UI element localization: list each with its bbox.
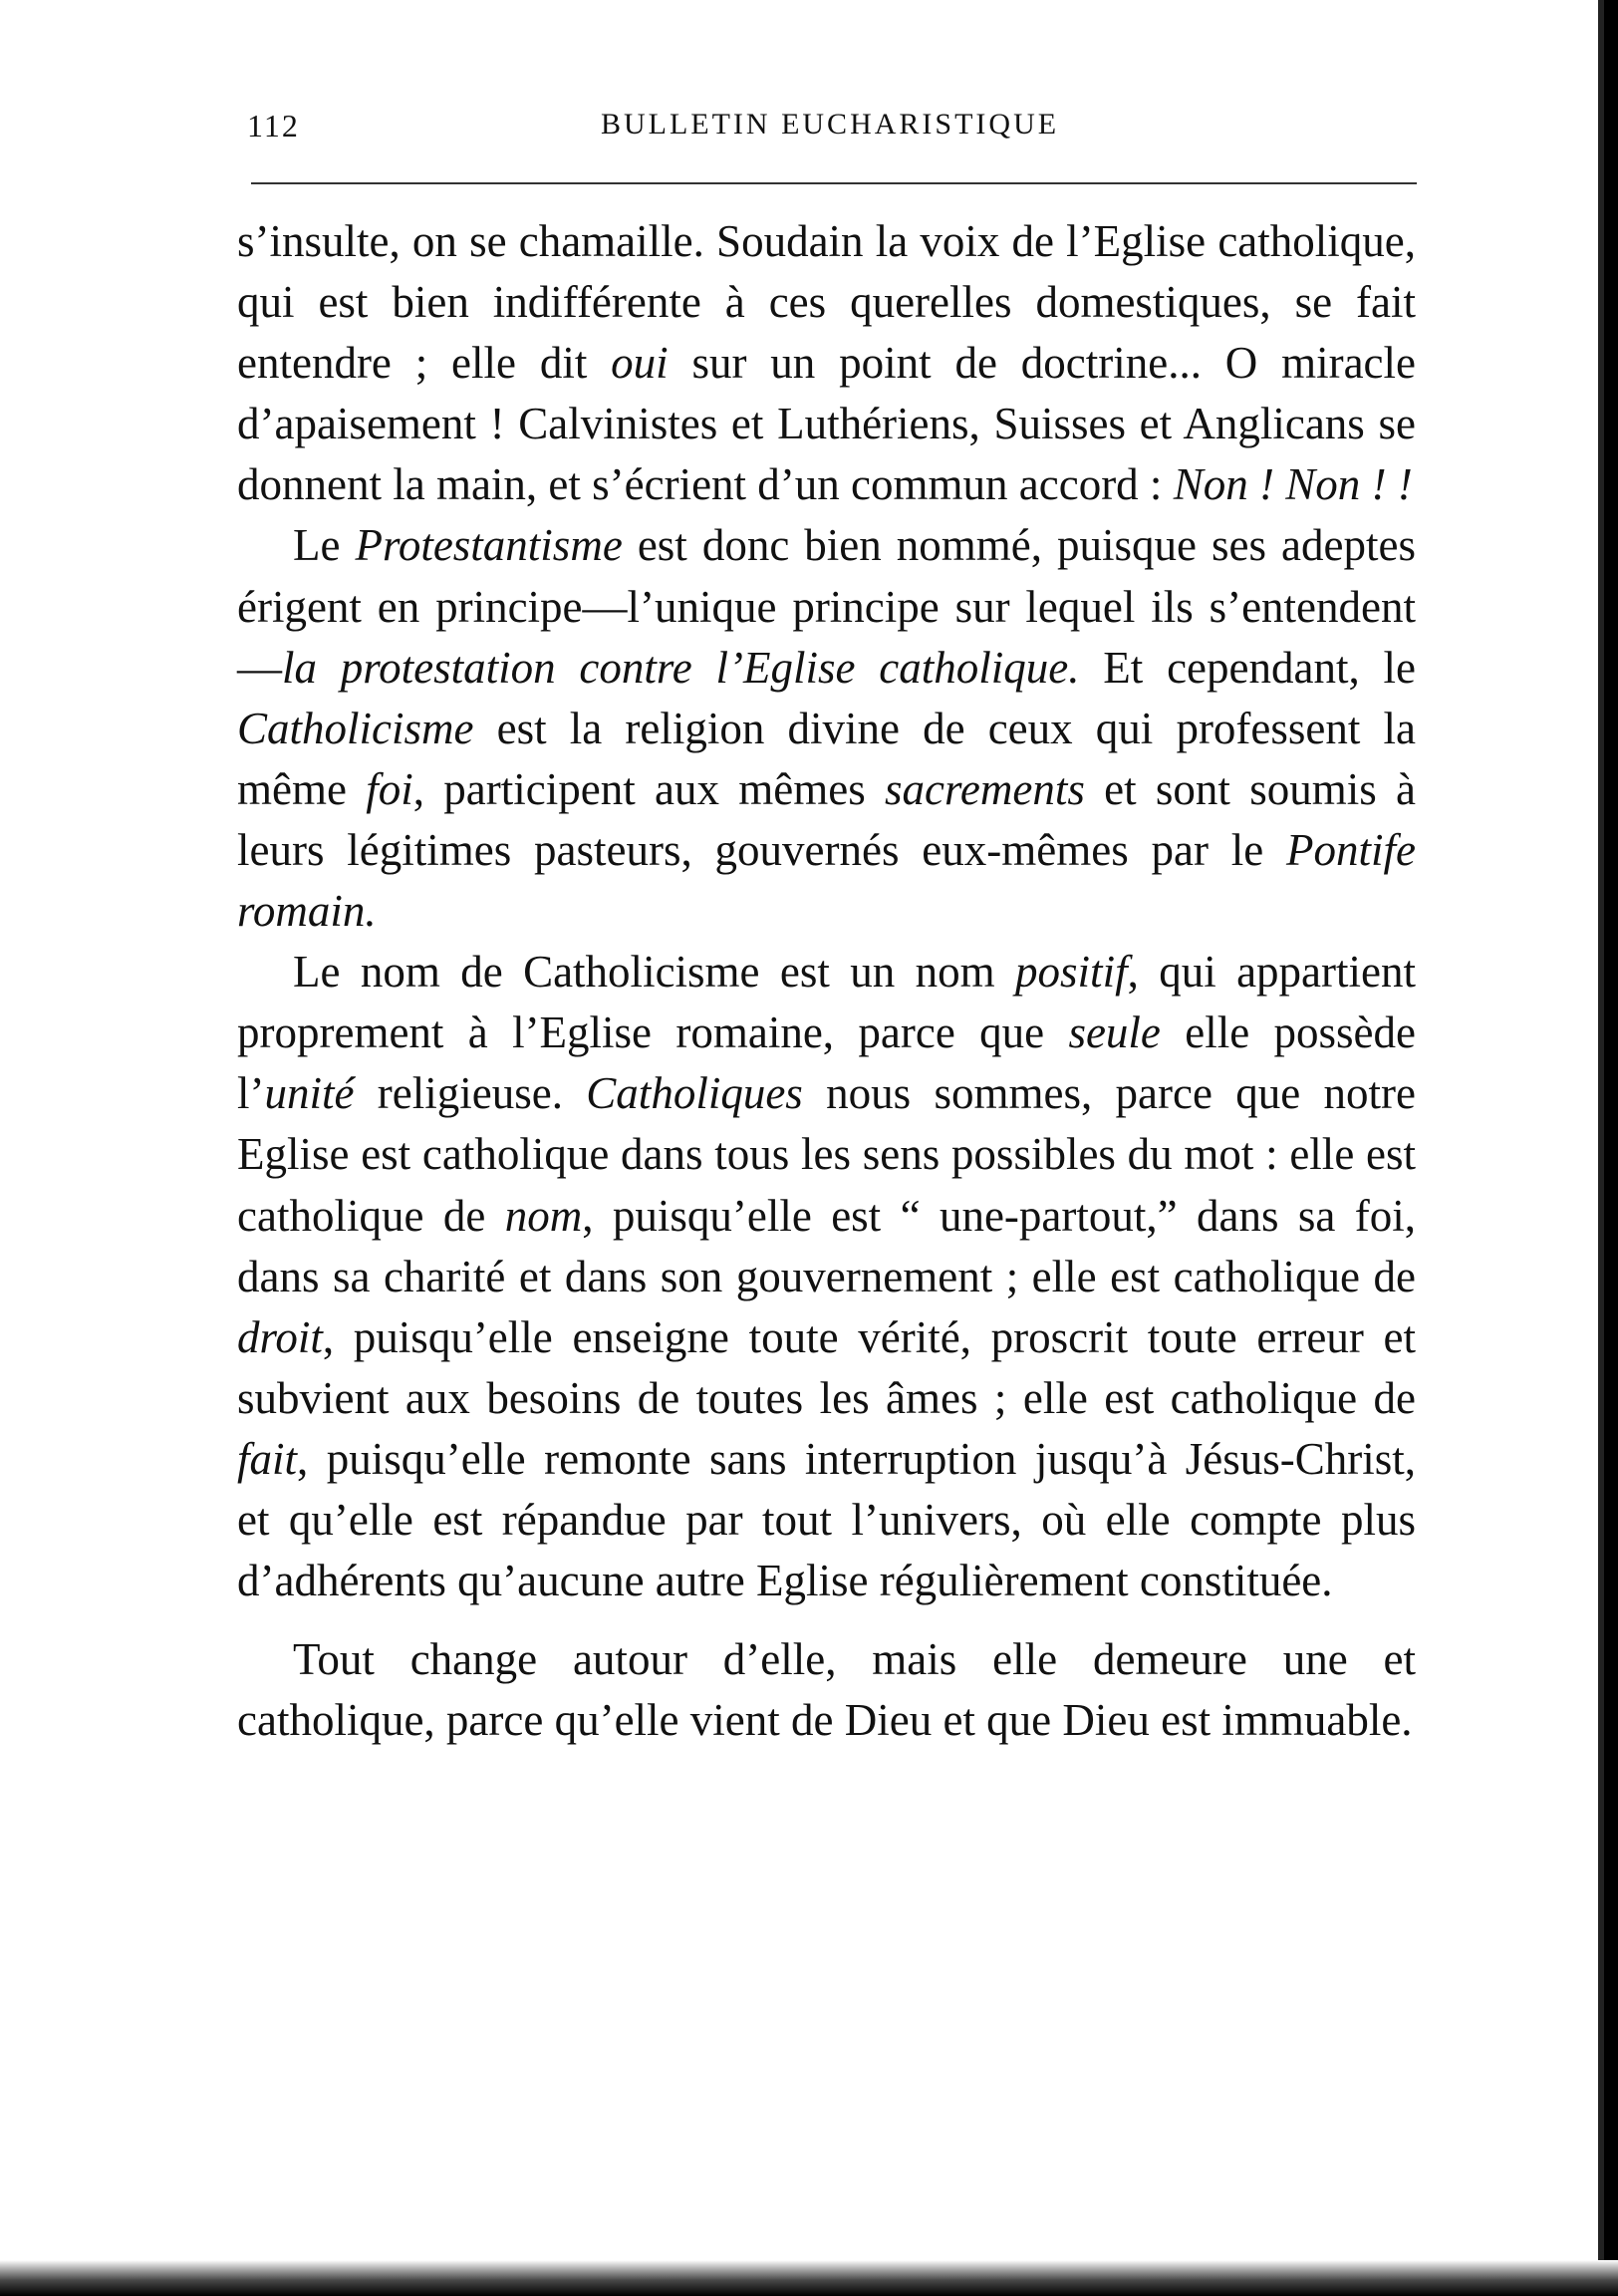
header-rule [251, 182, 1417, 184]
paragraph-2: Le Protestantisme est donc bien nommé, puisque ses adeptes érigent en principe—l’unique principe sur lequel ils s’entendent—la protestation contre l’Eglise catholique. Et cependant, le Catholicisme est la religion divine de ceux qui professent la même foi, participent aux mêmes sacrements et sont soumis à leurs légitimes pasteurs, gouvernés eux-mêmes par le Pontife romain. [237, 520, 1417, 937]
scan-right-border [1604, 0, 1618, 2296]
body-text [237, 211, 1416, 1751]
page-number: 112 [247, 108, 300, 144]
scan-bottom-border [0, 2260, 1618, 2296]
running-title: BULLETIN EUCHARISTIQUE [600, 108, 1060, 141]
paragraph-4: Tout change autour d’elle, mais elle demeure une et catholique, parce qu’elle vient de Dieu et que Dieu est immuable. [237, 1634, 1416, 1746]
paragraph-3: Le nom de Catholicisme est un nom positif, qui appartient proprement à l’Eglise romaine, parce que seule elle possède l’unité religieuse. Catholiques nous sommes, parce que notre Eglise est catholique dans tous les sens possibles du mot : elle est catholique de nom, puisqu’elle est “ une-partout,” dans sa foi, dans sa charité et dans son gouvernement ; elle est catholique de droit, puisqu’elle enseigne toute vérité, proscrit toute erreur et subvient aux besoins de toutes les âmes ; elle est catholique de fait, puisqu’elle remonte sans interruption jusqu’à Jésus-Christ, et qu’elle est répandue par tout l’univers, où elle compte plus d’adhérents qu’aucune autre Eglise régulièrement constituée. [237, 947, 1417, 1606]
paragraph-1: s’insulte, on se chamaille. Soudain la voix de l’Eglise catholique, qui est bien indifférente à ces querelles domestiques, se fait entendre ; elle dit oui sur un point de doctrine... O miracle d’apaisement ! Calvinistes et Luthériens, Suisses et Anglicans se donnent la main, et s’écrient d’un commun accord : Non ! Non ! ! [237, 216, 1416, 510]
page-header [247, 108, 1413, 147]
